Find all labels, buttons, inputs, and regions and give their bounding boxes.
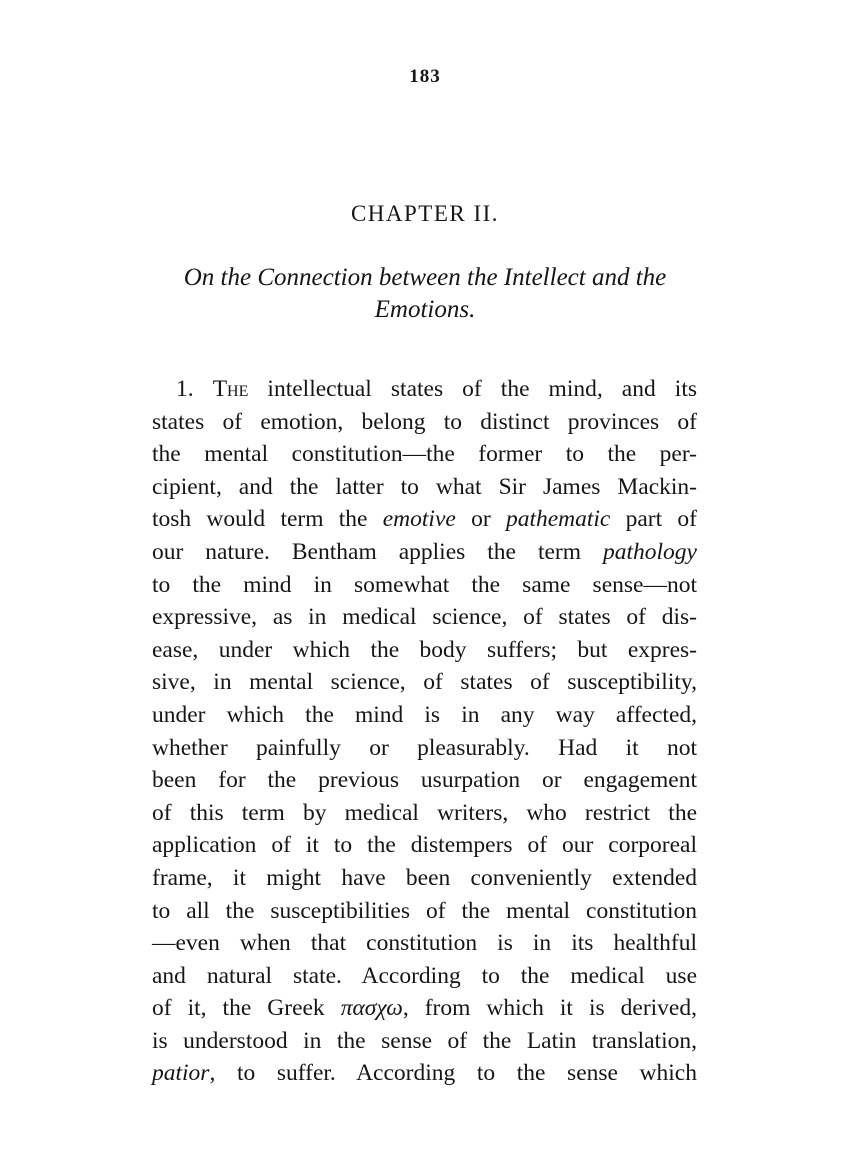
text-fragment: intellectual states of the mind, and its <box>248 376 697 402</box>
text-line: application of it to the distempers of our corporeal <box>152 832 697 859</box>
chapter-heading: CHAPTER II. <box>350 201 500 226</box>
paragraph-body <box>152 373 697 1090</box>
text-line: is understood in the sense of the Latin translation, <box>152 1027 697 1054</box>
italic-term: pathology <box>603 538 697 565</box>
text-line: frame, it might have been conveniently extended <box>152 864 697 891</box>
chapter-title-line-2: Emotions. <box>374 296 476 323</box>
text-line: —even when that constitution is in its healthful <box>152 930 697 957</box>
text-line: and natural state. According to the medical use <box>152 962 697 989</box>
text-line: whether painfully or pleasurably. Had it not <box>152 734 697 761</box>
text-line: sive, in mental science, of states of susceptibility, <box>152 669 697 696</box>
text-line <box>152 1057 697 1090</box>
italic-term: emotive <box>382 506 456 533</box>
text-line <box>152 992 697 1025</box>
text-line: to all the susceptibilities of the mental constitution <box>152 897 697 924</box>
text-line: under which the mind is in any way affected, <box>152 701 697 728</box>
text-fragment: part of <box>610 506 697 533</box>
text-line: to the mind in somewhat the same sense—not <box>152 571 697 598</box>
text-fragment: our nature. Bentham applies the term <box>152 538 603 565</box>
text-fragment: tosh would term the <box>152 506 383 533</box>
greek-word: πασχω <box>340 995 403 1022</box>
paragraph-lead-word: The <box>212 376 249 402</box>
chapter-title-line-1: On the Connection between the Intellect and the <box>183 264 667 291</box>
text-line: of this term by medical writers, who restrict the <box>152 799 697 826</box>
text-line: been for the previous usurpation or engagement <box>152 767 697 794</box>
text-line <box>152 536 697 569</box>
chapter-title <box>150 262 700 326</box>
text-line: expressive, as in medical science, of states of dis- <box>152 604 697 631</box>
text-fragment: , from which it is derived, <box>402 995 697 1022</box>
text-fragment: or <box>455 506 506 533</box>
italic-term: pathematic <box>505 506 611 533</box>
text-fragment: of it, the Greek <box>152 995 341 1022</box>
text-line: the mental constitution—the former to the per- <box>152 441 697 468</box>
text-line <box>152 373 697 406</box>
paragraph-number: 1. <box>176 376 194 402</box>
italic-term: patior <box>152 1060 210 1087</box>
text-line <box>152 503 697 536</box>
text-line: ease, under which the body suffers; but expres- <box>152 636 697 663</box>
page-number: 183 <box>409 66 441 87</box>
text-fragment: , to suffer. According to the sense which <box>209 1060 697 1087</box>
text-line: states of emotion, belong to distinct provinces of <box>152 408 697 435</box>
text-line: cipient, and the latter to what Sir James Mackin- <box>152 473 697 500</box>
